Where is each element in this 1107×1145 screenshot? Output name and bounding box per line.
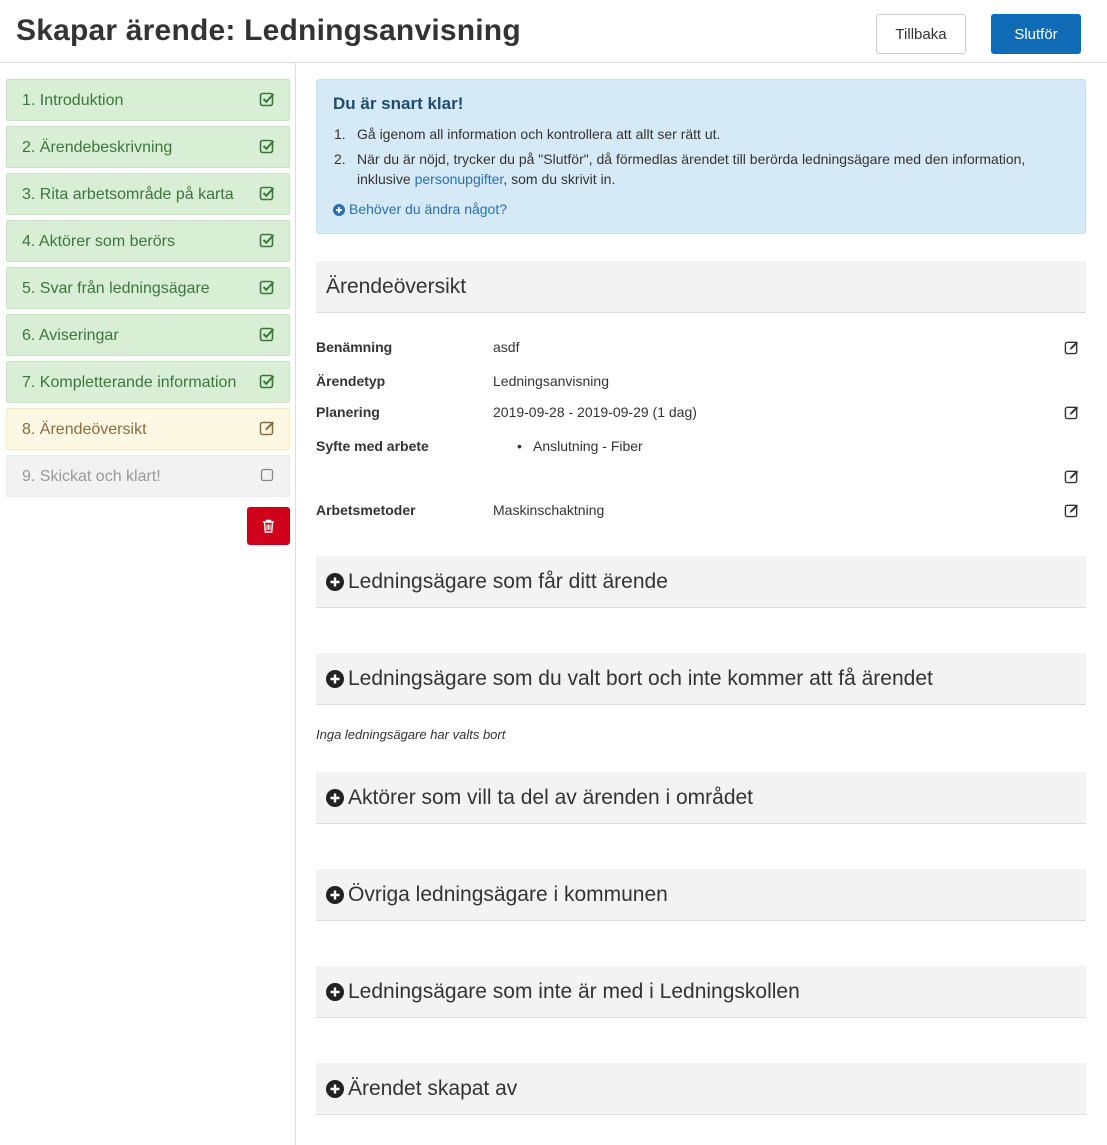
delete-case-button[interactable] bbox=[247, 507, 290, 545]
step-actors[interactable] bbox=[6, 220, 290, 262]
empty-square-icon bbox=[259, 467, 275, 483]
step-description[interactable] bbox=[6, 126, 290, 168]
section-created-by[interactable] bbox=[316, 1063, 1086, 1115]
check-square-icon bbox=[259, 185, 275, 201]
methods-value: Maskinschaktning bbox=[493, 502, 605, 518]
info-alert bbox=[316, 79, 1086, 234]
section-non-members[interactable] bbox=[316, 966, 1086, 1018]
step-owner-replies[interactable] bbox=[6, 267, 290, 309]
plus-circle-icon bbox=[333, 204, 345, 216]
edit-purpose-icon[interactable] bbox=[1064, 469, 1079, 484]
step-label: 3. Rita arbetsområde på karta bbox=[22, 186, 234, 203]
section-other-owners[interactable] bbox=[316, 869, 1086, 921]
methods-label: Arbetsmetoder bbox=[316, 502, 416, 518]
section-deselected[interactable] bbox=[316, 653, 1086, 705]
overview-title: Ärendeöversikt bbox=[326, 275, 467, 298]
purpose-label: Syfte med arbete bbox=[316, 438, 429, 454]
alert-item-text: När du är nöjd, trycker du på "Slutför", då förmedlas ärendet till berörda ledningsägare med den information, inklusive bbox=[357, 151, 1026, 187]
edit-planning-icon[interactable] bbox=[1064, 405, 1079, 420]
alert-instructions bbox=[334, 124, 1072, 194]
page-title: Skapar ärende: Ledningsanvisning bbox=[16, 14, 521, 47]
personal-data-link[interactable]: personupgifter bbox=[414, 171, 504, 187]
list-item: • Anslutning - Fiber bbox=[517, 438, 643, 454]
deselected-empty-note: Inga ledningsägare har valts bort bbox=[316, 727, 506, 742]
overview-header bbox=[316, 261, 1086, 313]
section-actors[interactable] bbox=[316, 772, 1086, 824]
need-change-label: Behöver du ändra något? bbox=[349, 201, 508, 217]
step-draw-area[interactable] bbox=[6, 173, 290, 215]
plus-circle-icon bbox=[326, 1080, 344, 1098]
plus-circle-icon bbox=[326, 670, 344, 688]
step-sent[interactable] bbox=[6, 455, 290, 497]
alert-item-text: Gå igenom all information och kontrollera att allt ser rätt ut. bbox=[357, 126, 721, 142]
need-change-link[interactable] bbox=[333, 201, 507, 217]
alert-item-text: , som du skrivit in. bbox=[503, 171, 616, 187]
step-label: 7. Kompletterande information bbox=[22, 374, 237, 391]
wizard-sidebar bbox=[0, 63, 296, 1145]
purpose-list bbox=[517, 438, 643, 454]
plus-circle-icon bbox=[326, 573, 344, 591]
step-additional-info[interactable] bbox=[6, 361, 290, 403]
planning-label: Planering bbox=[316, 404, 380, 420]
edit-methods-icon[interactable] bbox=[1064, 503, 1079, 518]
step-introduction[interactable] bbox=[6, 79, 290, 121]
step-label: 2. Ärendebeskrivning bbox=[22, 139, 173, 156]
section-title: Övriga ledningsägare i kommunen bbox=[348, 883, 668, 906]
list-item: 2. När du är nöjd, trycker du på "Slutför", då förmedlas ärendet till berörda ledningsägare med den information, inklusive personupgifter, som du skrivit in. bbox=[334, 151, 1026, 187]
planning-value: 2019-09-28 - 2019-09-29 (1 dag) bbox=[493, 404, 697, 420]
name-value: asdf bbox=[493, 339, 520, 355]
step-label: 4. Aktörer som berörs bbox=[22, 233, 175, 250]
plus-circle-icon bbox=[326, 983, 344, 1001]
step-label: 1. Introduktion bbox=[22, 92, 124, 109]
section-title: Aktörer som vill ta del av ärenden i området bbox=[348, 786, 754, 809]
check-square-icon bbox=[259, 91, 275, 107]
page-header bbox=[0, 0, 1107, 63]
section-receivers[interactable] bbox=[316, 556, 1086, 608]
plus-circle-icon bbox=[326, 886, 344, 904]
alert-title: Du är snart klar! bbox=[333, 94, 464, 113]
step-notifications[interactable] bbox=[6, 314, 290, 356]
name-label: Benämning bbox=[316, 339, 393, 355]
section-title: Ledningsägare som du valt bort och inte kommer att få ärendet bbox=[348, 667, 933, 690]
section-title: Ärendet skapat av bbox=[348, 1077, 518, 1100]
trash-icon bbox=[262, 519, 275, 533]
edit-icon bbox=[259, 420, 275, 436]
section-title: Ledningsägare som får ditt ärende bbox=[348, 570, 668, 593]
edit-name-icon[interactable] bbox=[1064, 340, 1079, 355]
type-label: Ärendetyp bbox=[316, 373, 386, 389]
check-square-icon bbox=[259, 138, 275, 154]
back-button[interactable]: Tillbaka bbox=[876, 14, 966, 54]
step-label: 9. Skickat och klart! bbox=[22, 468, 161, 485]
check-square-icon bbox=[259, 326, 275, 342]
type-value: Ledningsanvisning bbox=[493, 373, 609, 389]
finish-button[interactable]: Slutför bbox=[991, 14, 1081, 54]
section-title: Ledningsägare som inte är med i Ledningskollen bbox=[348, 980, 800, 1003]
step-label: 5. Svar från ledningsägare bbox=[22, 280, 210, 297]
check-square-icon bbox=[259, 373, 275, 389]
check-square-icon bbox=[259, 279, 275, 295]
step-overview[interactable] bbox=[6, 408, 290, 450]
check-square-icon bbox=[259, 232, 275, 248]
step-label: 6. Aviseringar bbox=[22, 327, 119, 344]
list-item: 1. Gå igenom all information och kontrollera att allt ser rätt ut. bbox=[334, 126, 721, 142]
plus-circle-icon bbox=[326, 789, 344, 807]
step-label: 8. Ärendeöversikt bbox=[22, 421, 147, 438]
